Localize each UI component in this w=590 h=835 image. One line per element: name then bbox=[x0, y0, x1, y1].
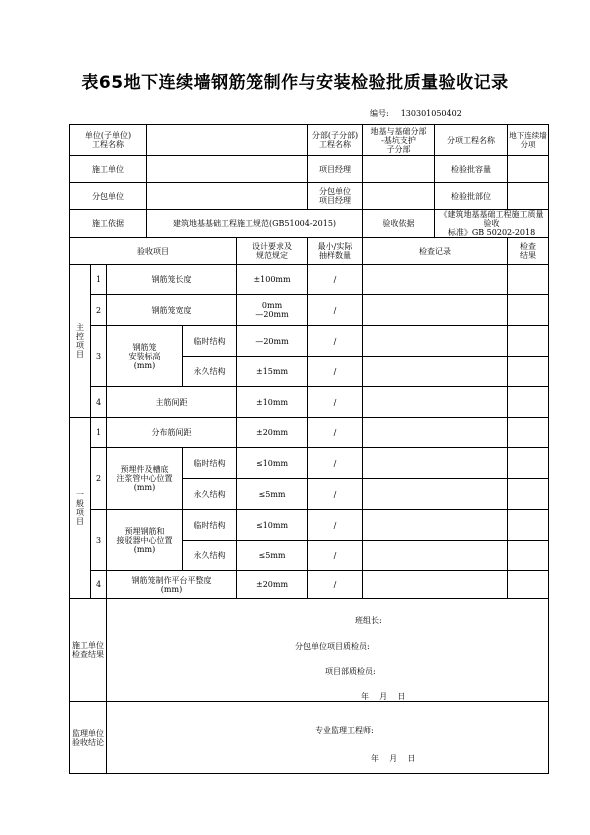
item-subname: 永久结构 bbox=[183, 541, 237, 571]
basis-label: 施工依据 bbox=[70, 210, 147, 238]
item-result[interactable] bbox=[508, 387, 549, 418]
sub-inspector-label: 分包单位项目质检员: bbox=[295, 642, 370, 651]
item-number: 1 bbox=[91, 418, 107, 448]
subitem-name-value[interactable]: 地下连续墙分项 bbox=[508, 125, 549, 156]
item-subname: 永久结构 bbox=[183, 479, 237, 510]
item-number: 1 bbox=[91, 265, 107, 295]
construction-check-label: 施工单位 检查结果 bbox=[70, 599, 107, 702]
item-name: 主筋间距 bbox=[107, 387, 237, 418]
page-title: 表65地下连续墙钢筋笼制作与安装检验批质量验收记录 bbox=[81, 73, 509, 93]
item-sample[interactable]: / bbox=[308, 510, 363, 541]
construction-unit-value[interactable] bbox=[147, 156, 308, 183]
item-sample[interactable]: / bbox=[308, 357, 363, 387]
table-row bbox=[70, 295, 549, 326]
item-result[interactable] bbox=[508, 541, 549, 571]
supervision-label: 监理单位 验收结论 bbox=[70, 702, 107, 774]
item-result[interactable] bbox=[508, 418, 549, 448]
item-record[interactable] bbox=[363, 418, 508, 448]
item-sample[interactable]: / bbox=[308, 479, 363, 510]
acceptance-basis-value: 《建筑地基基础工程施工质量验收 标准》GB 50202-2018 bbox=[435, 210, 549, 238]
item-result[interactable] bbox=[508, 479, 549, 510]
item-record[interactable] bbox=[363, 448, 508, 479]
construction-check-area[interactable] bbox=[107, 599, 549, 702]
item-spec: ±100mm bbox=[237, 265, 308, 295]
item-sample[interactable]: / bbox=[308, 295, 363, 326]
item-name: 预埋钢筋和 接驳器中心位置 (mm) bbox=[107, 510, 183, 571]
item-spec: ±10mm bbox=[237, 387, 308, 418]
basis-value: 建筑地基基础工程施工规范(GB51004-2015) bbox=[147, 210, 363, 238]
batch-capacity-label: 检验批容量 bbox=[435, 156, 508, 183]
main-control-group-label: 主控项目 bbox=[70, 265, 91, 418]
item-spec: ±20mm bbox=[237, 571, 308, 599]
supervision-area[interactable] bbox=[107, 702, 549, 774]
item-name: 分布筋间距 bbox=[107, 418, 237, 448]
inspection-record-table bbox=[69, 124, 549, 774]
item-subname: 临时结构 bbox=[183, 326, 237, 357]
division-name-value[interactable]: 地基与基础分部 -基坑支护 子分部 bbox=[363, 125, 435, 156]
item-name: 钢筋笼长度 bbox=[107, 265, 237, 295]
general-group-label: 一般项目 bbox=[70, 418, 91, 599]
table-row bbox=[70, 418, 549, 448]
item-record[interactable] bbox=[363, 571, 508, 599]
construction-unit-label: 施工单位 bbox=[70, 156, 147, 183]
col-design-header: 设计要求及 规范规定 bbox=[237, 238, 308, 265]
col-sample-header: 最小/实际 抽样数量 bbox=[308, 238, 363, 265]
item-name: 钢筋笼制作平台平整度 (mm) bbox=[107, 571, 237, 599]
item-subname: 临时结构 bbox=[183, 510, 237, 541]
unit-name-label: 单位(子单位) 工程名称 bbox=[70, 125, 147, 156]
item-spec: ≤10mm bbox=[237, 448, 308, 479]
item-record[interactable] bbox=[363, 357, 508, 387]
item-result[interactable] bbox=[508, 357, 549, 387]
document-number-label: 编号: bbox=[370, 109, 389, 118]
document-number-value: 130301050402 bbox=[400, 109, 462, 118]
col-item-header: 验收项目 bbox=[70, 238, 237, 265]
item-spec: ≤5mm bbox=[237, 479, 308, 510]
col-result-header: 检查 结果 bbox=[508, 238, 549, 265]
item-result[interactable] bbox=[508, 265, 549, 295]
unit-name-value[interactable] bbox=[147, 125, 308, 156]
sub-unit-value[interactable] bbox=[147, 183, 308, 210]
project-inspector-label: 项目部质检员: bbox=[325, 667, 376, 676]
item-spec: 0mm —20mm bbox=[237, 295, 308, 326]
table-row bbox=[70, 387, 549, 418]
item-sample[interactable]: / bbox=[308, 448, 363, 479]
sub-unit-label: 分包单位 bbox=[70, 183, 147, 210]
document-number bbox=[370, 108, 462, 119]
sub-manager-label: 分包单位 项目经理 bbox=[308, 183, 363, 210]
item-sample[interactable]: / bbox=[308, 418, 363, 448]
table-row bbox=[70, 265, 549, 295]
batch-location-label: 检验批部位 bbox=[435, 183, 508, 210]
item-record[interactable] bbox=[363, 326, 508, 357]
item-sample[interactable]: / bbox=[308, 265, 363, 295]
item-record[interactable] bbox=[363, 387, 508, 418]
item-spec: ≤5mm bbox=[237, 541, 308, 571]
col-record-header: 检查记录 bbox=[363, 238, 508, 265]
construction-date: 年 月 日 bbox=[361, 692, 406, 701]
item-spec: ±20mm bbox=[237, 418, 308, 448]
item-spec: ≤10mm bbox=[237, 510, 308, 541]
item-spec: ±15mm bbox=[237, 357, 308, 387]
item-record[interactable] bbox=[363, 479, 508, 510]
item-number: 2 bbox=[91, 448, 107, 510]
acceptance-basis-label: 验收依据 bbox=[363, 210, 435, 238]
item-record[interactable] bbox=[363, 295, 508, 326]
item-record[interactable] bbox=[363, 510, 508, 541]
supervision-engineer-label: 专业监理工程师: bbox=[315, 726, 374, 735]
item-result[interactable] bbox=[508, 295, 549, 326]
item-result[interactable] bbox=[508, 571, 549, 599]
item-name: 钢筋笼 安装标高 (mm) bbox=[107, 326, 183, 387]
project-manager-value[interactable] bbox=[363, 156, 435, 183]
table-row bbox=[70, 510, 549, 541]
item-sample[interactable]: / bbox=[308, 387, 363, 418]
item-number: 4 bbox=[91, 387, 107, 418]
supervision-date: 年 月 日 bbox=[371, 754, 416, 763]
table-row bbox=[70, 571, 549, 599]
item-name: 钢筋笼宽度 bbox=[107, 295, 237, 326]
division-name-label: 分部(子分部) 工程名称 bbox=[308, 125, 363, 156]
table-row bbox=[70, 326, 549, 357]
item-number: 4 bbox=[91, 571, 107, 599]
item-record[interactable] bbox=[363, 541, 508, 571]
item-number: 3 bbox=[91, 326, 107, 387]
item-subname: 临时结构 bbox=[183, 448, 237, 479]
item-result[interactable] bbox=[508, 510, 549, 541]
item-sample[interactable]: / bbox=[308, 571, 363, 599]
item-number: 3 bbox=[91, 510, 107, 571]
batch-capacity-value[interactable] bbox=[508, 156, 549, 183]
team-leader-label: 班组长: bbox=[355, 616, 382, 625]
project-manager-label: 项目经理 bbox=[308, 156, 363, 183]
item-sample[interactable]: / bbox=[308, 326, 363, 357]
sub-manager-value[interactable] bbox=[363, 183, 435, 210]
batch-location-value[interactable] bbox=[508, 183, 549, 210]
item-sample[interactable]: / bbox=[308, 541, 363, 571]
item-name: 预埋件及槽底 注浆管中心位置 (mm) bbox=[107, 448, 183, 510]
subitem-name-label: 分项工程名称 bbox=[435, 125, 508, 156]
item-spec: —20mm bbox=[237, 326, 308, 357]
item-result[interactable] bbox=[508, 326, 549, 357]
item-number: 2 bbox=[91, 295, 107, 326]
item-record[interactable] bbox=[363, 265, 508, 295]
item-result[interactable] bbox=[508, 448, 549, 479]
item-subname: 永久结构 bbox=[183, 357, 237, 387]
table-row bbox=[70, 448, 549, 479]
